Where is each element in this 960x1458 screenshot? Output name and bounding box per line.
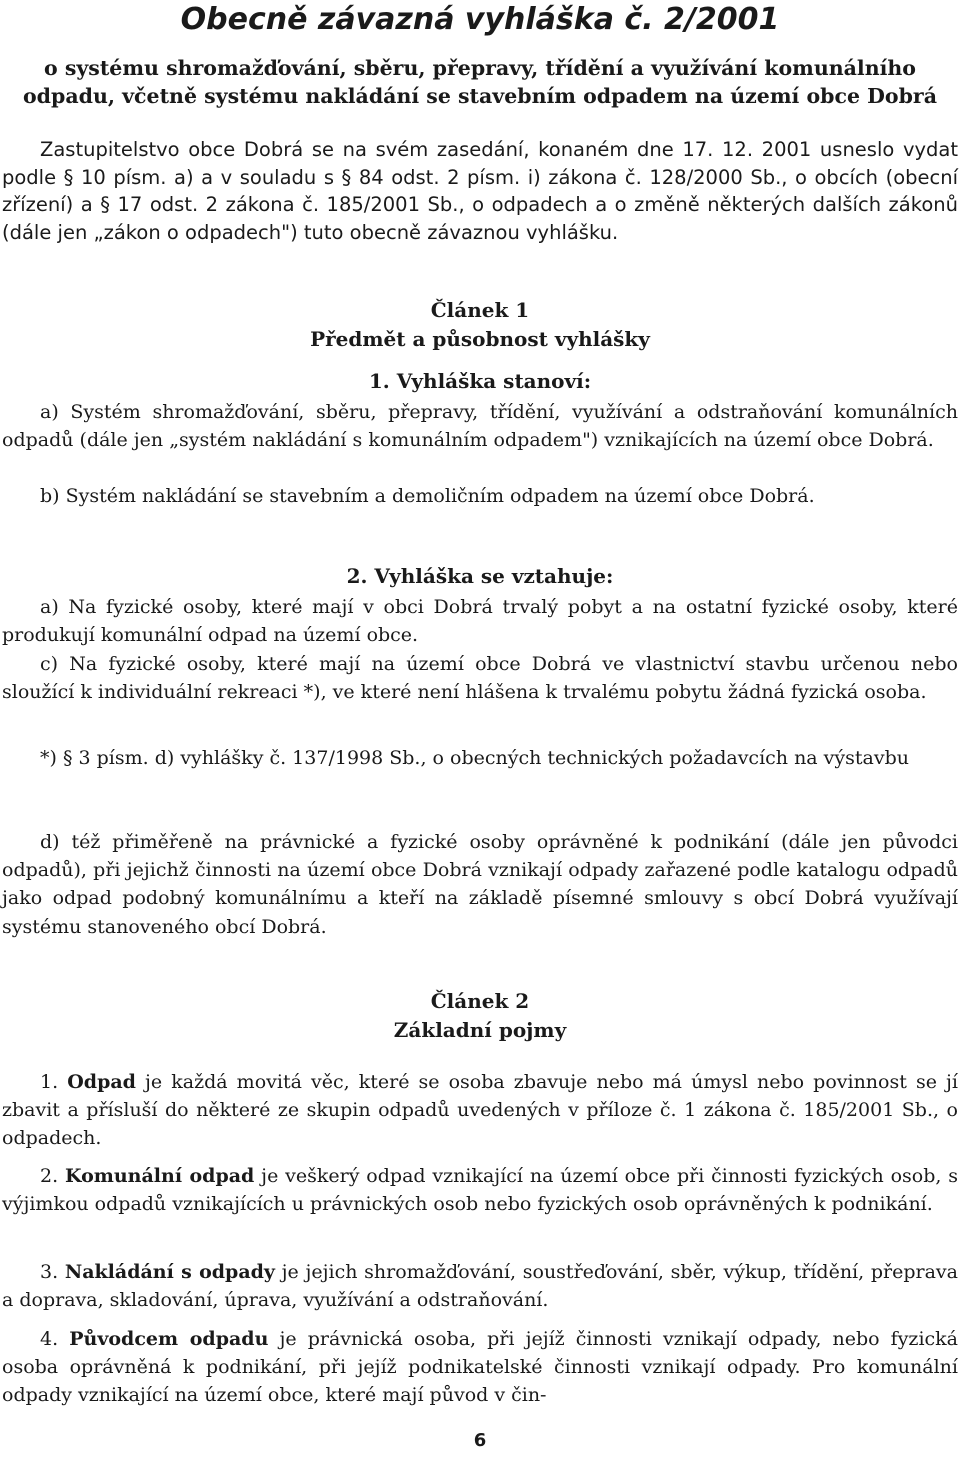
definition-text: je veškerý odpad vznikající na území obce při činnosti fyzických osob, s výjimkou odpadů vznikajících u právnických osob nebo fyzických osob oprávněných k podnikání. bbox=[2, 1165, 958, 1216]
intro-text: Zastupitelstvo obce Dobrá se na svém zasedání, konaném dne 17. 12. 2001 usneslo vydat podle § 10 písm. a) a v souladu s § 84 odst. 2 písm. i) zákona č. 128/2000 Sb., o obcích (obecní zřízení) a § 17 odst. 2 zákona č. 185/2001 Sb., o odpadech a o změně některých dalších zákonů (dále jen „zákon o odpadech") tuto obecně závaznou vyhlášku. bbox=[2, 138, 958, 244]
definition-term: Původcem odpadu bbox=[69, 1328, 269, 1350]
document-subtitle bbox=[0, 54, 960, 110]
section-2-item-d: d) též přiměřeně na právnické a fyzické osoby oprávněné k podnikání (dále jen původci odpadů), při jejichž činnosti na území obce Dobrá vznikají odpady zařazené podle katalogu odpadů jako odpad podobný komunálnímu a kteří na základě písemné smlouvy s obcí Dobrá využívají systému stanoveného obcí Dobrá. bbox=[2, 831, 958, 938]
section-2-item-c: c) Na fyzické osoby, které mají na území obce Dobrá ve vlastnictví stavbu určenou nebo sloužící k individuální rekreaci *), ve které není hlášena k trvalému pobytu žádná fyzická osoba. bbox=[2, 653, 958, 704]
definition-item bbox=[2, 1068, 958, 1153]
article-2-title: Základní pojmy bbox=[393, 1018, 567, 1042]
definition-term: Komunální odpad bbox=[65, 1165, 255, 1187]
definition-item bbox=[2, 1258, 958, 1314]
definition-term: Odpad bbox=[67, 1071, 136, 1093]
definition-item bbox=[2, 1325, 958, 1410]
article-1-title: Předmět a působnost vyhlášky bbox=[310, 327, 650, 351]
definition-text: je každá movitá věc, které se osoba zbavuje nebo má úmysl nebo povinnost se jí zbavit a přísluší do některé ze skupin odpadů uvedených v příloze č. 1 zákona č. 185/2001 Sb., o odpadech. bbox=[2, 1071, 958, 1150]
footnote: *) § 3 písm. d) vyhlášky č. 137/1998 Sb., o obecných technických požadavcích na výstavbu bbox=[40, 747, 909, 769]
article-2-heading bbox=[0, 987, 960, 1045]
article-1-number: Článek 1 bbox=[430, 298, 530, 322]
section-2-heading: 2. Vyhláška se vztahuje: bbox=[346, 564, 614, 588]
subtitle-line-1: o systému shromažďování, sběru, přepravy, třídění a využívání komunálního bbox=[44, 56, 916, 80]
definition-text: je právnická osoba, při jejíž činnosti vznikají odpady, nebo fyzická osoba oprávněná k podnikání, při jejíž podnikatelské činnosti vznikají odpady. Pro komunální odpady vznikající na území obce, které mají původ v čin- bbox=[2, 1328, 958, 1407]
intro-paragraph bbox=[2, 136, 958, 246]
page-number: 6 bbox=[473, 1430, 487, 1451]
definition-text: je jejich shromažďování, soustřeďování, sběr, výkup, třídění, přeprava a doprava, skladování, úprava, využívání a odstraňování. bbox=[2, 1261, 958, 1312]
section-1-item-b: b) Systém nakládání se stavebním a demoličním odpadem na území obce Dobrá. bbox=[40, 485, 815, 507]
section-2-item-a: a) Na fyzické osoby, které mají v obci Dobrá trvalý pobyt a na ostatní fyzické osoby, které produkují komunální odpad na území obce. bbox=[2, 596, 958, 647]
section-1-item-a: a) Systém shromažďování, sběru, přepravy, třídění, využívání a odstraňování komunálních odpadů (dále jen „systém nakládání s komunálním odpadem") vznikajících na území obce Dobrá. bbox=[2, 401, 958, 452]
definition-term: Nakládání s odpady bbox=[64, 1261, 275, 1283]
definition-item bbox=[2, 1162, 958, 1218]
definition-number: 4. bbox=[40, 1328, 59, 1350]
document-title: Obecně závazná vyhláška č. 2/2001 bbox=[180, 2, 780, 37]
article-2-number: Článek 2 bbox=[430, 989, 530, 1013]
subtitle-line-2: odpadu, včetně systému nakládání se stavebním odpadem na území obce Dobrá bbox=[23, 84, 937, 108]
definition-number: 1. bbox=[40, 1071, 59, 1093]
definition-number: 3. bbox=[40, 1261, 59, 1283]
definition-number: 2. bbox=[40, 1165, 59, 1187]
section-1-heading: 1. Vyhláška stanoví: bbox=[368, 369, 592, 393]
article-1-heading bbox=[0, 296, 960, 354]
